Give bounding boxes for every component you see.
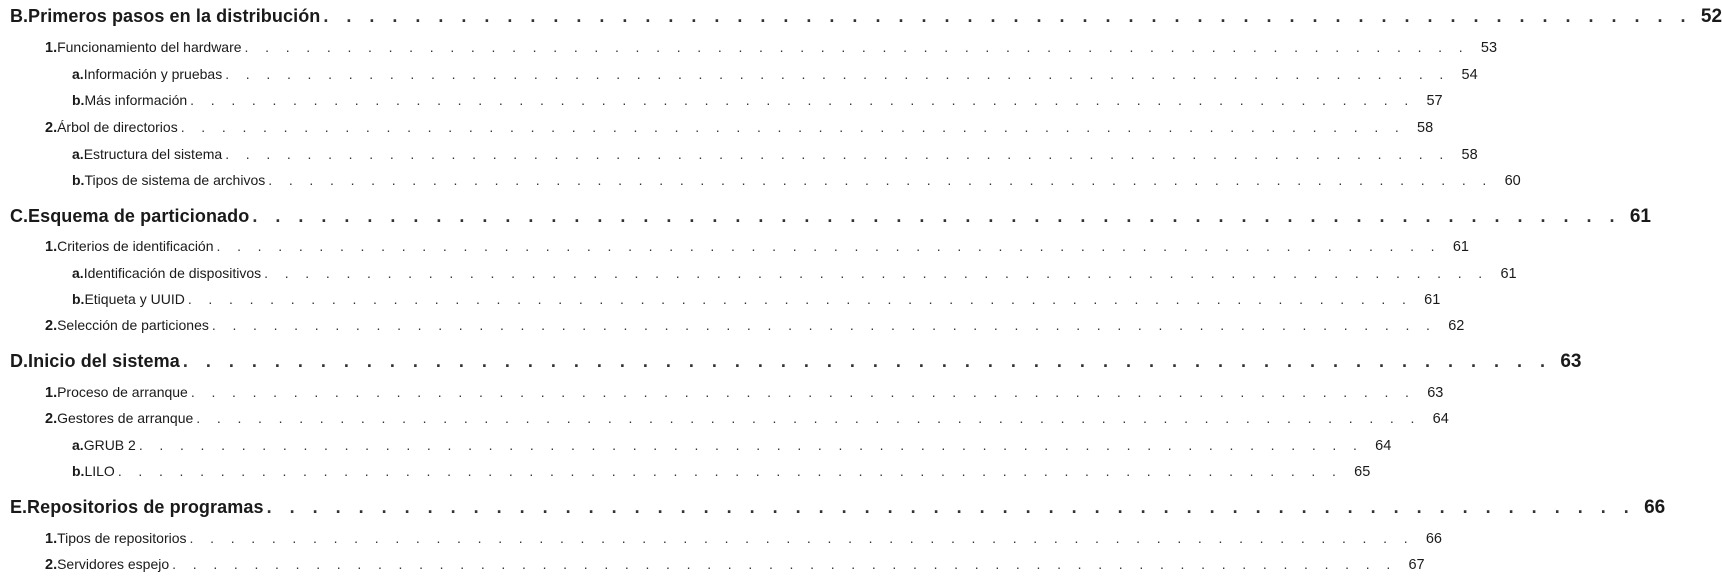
toc-entry-title: Identificación de dispositivos: [83, 265, 262, 281]
dot-leader: . . . . . . . . . . . . . . . . . . . . . . . . . . . . . . . . . . . . . . . . . . . . . . . . . . . . . . . . . . . .: [117, 463, 1343, 479]
toc-entry-label: 2.: [45, 318, 58, 334]
toc-subsection[interactable]: [0, 384, 1444, 401]
toc-page-number: 61: [1629, 206, 1651, 227]
dot-leader: . . . . . . . . . . . . . . . . . . . . . . . . . . . . . . . . . . . . . . . . . . . . . . . . . . . . . . . . . . . .: [225, 66, 1450, 82]
dot-leader: . . . . . . . . . . . . . . . . . . . . . . . . . . . . . . . . . . . . . . . . . . . . . . . . . . . . . . . . . . . .: [225, 146, 1450, 162]
toc-subsubsection[interactable]: [0, 92, 1443, 109]
toc-entry-title: Gestores de arranque: [57, 410, 194, 426]
dot-leader: . . . . . . . . . . . . . . . . . . . . . . . . . . . . . . . . . . . . . . . . . . . . . . . . . . . . . . . . . . . .: [244, 39, 1470, 55]
toc-entry-label: b.: [72, 172, 85, 188]
dot-leader: . . . . . . . . . . . . . . . . . . . . . . . . . . . . . . . . . . . . . . . . . . . . . . . . . . . . . . . . . . . .: [190, 92, 1415, 108]
toc-entry-title: Más información: [84, 92, 188, 108]
dot-leader: . . . . . . . . . . . . . . . . . . . . . . . . . . . . . . . . . . . . . . . . . . . . . . . . . . . . . . . . . . . .: [196, 410, 1421, 426]
toc-entry-label: b.: [72, 92, 85, 108]
dot-leader: . . . . . . . . . . . . . . . . . . . . . . . . . . . . . . . . . . . . . . . . . . . . . . . . . . . . . . . . . . . .: [138, 437, 1364, 453]
toc-page-number: 61: [1424, 292, 1441, 308]
toc-entry-label: 1.: [45, 531, 58, 547]
toc-entry-title: Repositorios de programas: [27, 497, 264, 517]
toc-entry-title: Etiqueta y UUID: [84, 291, 185, 307]
dot-leader: . . . . . . . . . . . . . . . . . . . . . . . . . . . . . . . . . . . . . . . . . . . . . . . . . . . . . . . . . . . .: [216, 238, 1441, 254]
dot-leader: . . . . . . . . . . . . . . . . . . . . . . . . . . . . . . . . . . . . . . . . . . . . . . . . . . . . . . . . . . . .: [182, 351, 1552, 371]
toc-page-number: 60: [1504, 173, 1521, 189]
dot-leader: . . . . . . . . . . . . . . . . . . . . . . . . . . . . . . . . . . . . . . . . . . . . . . . . . . . . . . . . . . . .: [211, 317, 1437, 333]
toc-page-number: 53: [1480, 40, 1498, 56]
toc-subsubsection[interactable]: [0, 463, 1371, 480]
dot-leader: . . . . . . . . . . . . . . . . . . . . . . . . . . . . . . . . . . . . . . . . . . . . . . . . . . . . . . . . . . . .: [187, 291, 1413, 307]
toc-subsubsection[interactable]: [0, 437, 1392, 454]
toc-entry-title: Criterios de identificación: [57, 238, 214, 254]
dot-leader: . . . . . . . . . . . . . . . . . . . . . . . . . . . . . . . . . . . . . . . . . . . . . . . . . . . . . . . . . . . .: [190, 384, 1416, 400]
toc-entry-label: 2.: [45, 120, 58, 136]
toc-page-number: 67: [1408, 557, 1425, 573]
toc-page-number: 64: [1375, 438, 1392, 454]
toc-entry-title: Tipos de sistema de archivos: [84, 172, 266, 188]
toc-section[interactable]: [0, 6, 1722, 28]
toc-subsection[interactable]: [0, 39, 1498, 56]
toc-entry-label: D.: [10, 351, 28, 371]
toc-entry-label: a.: [72, 146, 84, 162]
toc-subsection[interactable]: [0, 530, 1442, 547]
toc-entry-label: a.: [72, 437, 84, 453]
toc-entry-title: Información y pruebas: [83, 66, 223, 82]
toc-entry-title: Funcionamiento del hardware: [57, 39, 242, 55]
toc-entry-title: Estructura del sistema: [83, 146, 223, 162]
toc-subsubsection[interactable]: [0, 291, 1441, 308]
toc-entry-label: a.: [72, 265, 84, 281]
toc-entry-label: a.: [72, 66, 84, 82]
toc-page-number: 54: [1461, 67, 1478, 83]
toc-subsection[interactable]: [0, 410, 1449, 427]
toc-page-number: 66: [1425, 531, 1442, 547]
dot-leader: . . . . . . . . . . . . . . . . . . . . . . . . . . . . . . . . . . . . . . . . . . . . . . . . . . . . . . . . . . . .: [268, 172, 1493, 188]
toc-entry-title: Proceso de arranque: [57, 384, 188, 400]
toc-page-number: 52: [1700, 6, 1722, 27]
toc-subsection[interactable]: [0, 238, 1469, 255]
toc-subsection[interactable]: [0, 556, 1425, 573]
dot-leader: . . . . . . . . . . . . . . . . . . . . . . . . . . . . . . . . . . . . . . . . . . . . . . . . . . . . . . . . . . . .: [323, 6, 1693, 26]
toc-entry-label: b.: [72, 463, 85, 479]
toc-entry-label: C.: [10, 206, 28, 226]
toc-entry-title: GRUB 2: [83, 437, 136, 453]
toc-page-number: 63: [1427, 385, 1444, 401]
toc-entry-title: Primeros pasos en la distribución: [28, 6, 321, 26]
toc-page-number: 61: [1452, 239, 1469, 255]
toc-subsection[interactable]: [0, 119, 1434, 136]
toc-entry-label: 2.: [45, 411, 58, 427]
toc-page-number: 63: [1560, 351, 1582, 372]
toc-entry-title: LILO: [84, 463, 115, 479]
toc-entry-label: b.: [72, 291, 85, 307]
toc-entry-label: B.: [10, 6, 28, 26]
toc-section[interactable]: [0, 497, 1666, 519]
toc-entry-title: Tipos de repositorios: [57, 530, 187, 546]
toc-page-number: 65: [1354, 464, 1371, 480]
toc-page-number: 64: [1432, 411, 1449, 427]
toc-subsubsection[interactable]: [0, 265, 1517, 282]
toc-entry-title: Árbol de directorios: [57, 119, 178, 135]
dot-leader: . . . . . . . . . . . . . . . . . . . . . . . . . . . . . . . . . . . . . . . . . . . . . . . . . . . . . . . . . . . .: [180, 119, 1406, 135]
toc-subsubsection[interactable]: [0, 146, 1478, 163]
toc-page-number: 66: [1644, 497, 1666, 518]
toc-subsubsection[interactable]: [0, 172, 1521, 189]
dot-leader: . . . . . . . . . . . . . . . . . . . . . . . . . . . . . . . . . . . . . . . . . . . . . . . . . . . . . . . . . . . .: [172, 556, 1397, 572]
toc-entry-title: Inicio del sistema: [28, 351, 180, 371]
toc-entry-label: E.: [10, 497, 28, 517]
toc-subsection[interactable]: [0, 317, 1465, 334]
toc-page-number: 62: [1448, 318, 1465, 334]
dot-leader: . . . . . . . . . . . . . . . . . . . . . . . . . . . . . . . . . . . . . . . . . . . . . . . . . . . . . . . . . . . .: [264, 265, 1489, 281]
toc-page-number: 61: [1500, 266, 1517, 282]
toc-entry-title: Servidores espejo: [57, 556, 170, 572]
toc-page-number: 57: [1426, 93, 1443, 109]
dot-leader: . . . . . . . . . . . . . . . . . . . . . . . . . . . . . . . . . . . . . . . . . . . . . . . . . . . . . . . . . . . .: [252, 206, 1621, 226]
toc-section[interactable]: [0, 206, 1651, 228]
toc-entry-title: Selección de particiones: [57, 317, 209, 333]
toc-page-number: 58: [1461, 147, 1478, 163]
toc-subsubsection[interactable]: [0, 66, 1478, 83]
toc-entry-label: 1.: [45, 385, 58, 401]
dot-leader: . . . . . . . . . . . . . . . . . . . . . . . . . . . . . . . . . . . . . . . . . . . . . . . . . . . . . . . . . . . .: [266, 497, 1636, 517]
toc-entry-label: 1.: [45, 40, 58, 56]
dot-leader: . . . . . . . . . . . . . . . . . . . . . . . . . . . . . . . . . . . . . . . . . . . . . . . . . . . . . . . . . . . .: [189, 530, 1414, 546]
toc-entry-label: 2.: [45, 557, 58, 573]
toc-entry-title: Esquema de particionado: [28, 206, 250, 226]
toc-section[interactable]: [0, 351, 1582, 373]
toc-page-number: 58: [1417, 120, 1434, 136]
toc-entry-label: 1.: [45, 239, 58, 255]
